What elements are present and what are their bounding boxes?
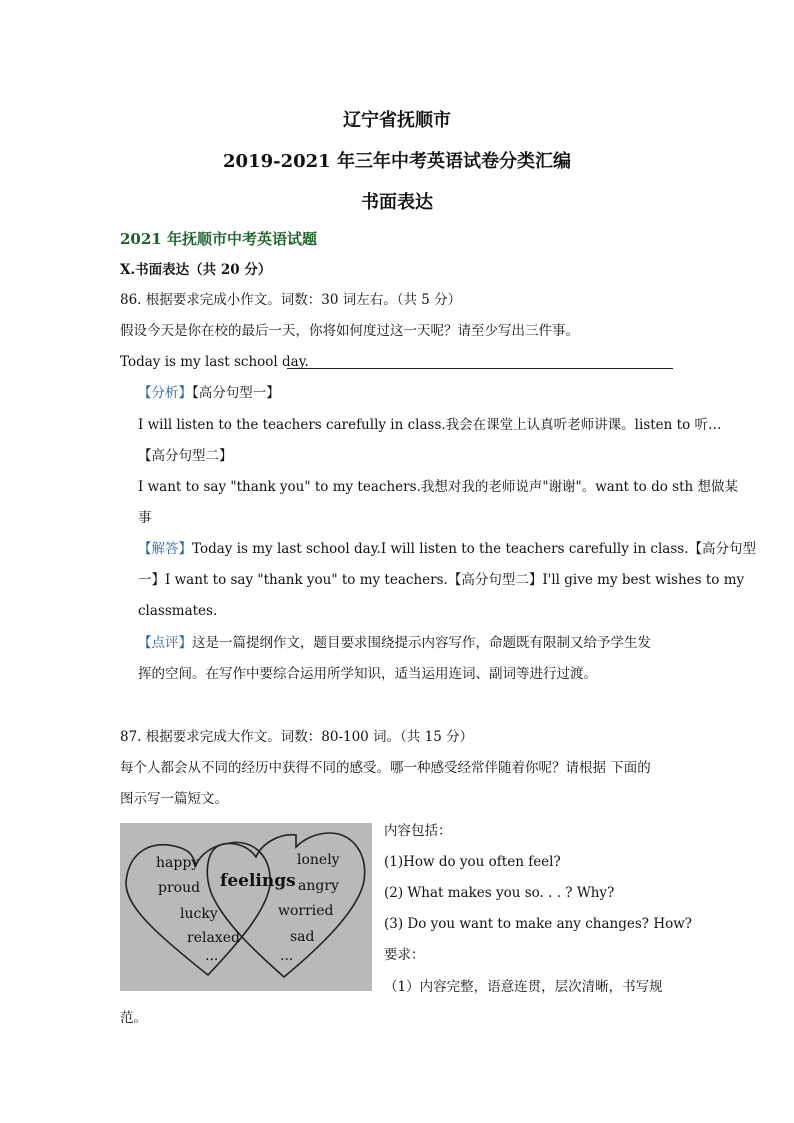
q86-comment xyxy=(138,633,651,653)
requirement-1: （1）内容完整，语意连贯，层次清晰，书写规 xyxy=(384,979,663,995)
q86-analysis xyxy=(138,383,280,403)
doc-title-region: 辽宁省抚顺市 xyxy=(343,110,451,131)
content-point-1: (1)How do you often feel? xyxy=(384,854,561,870)
figure-center-word: feelings xyxy=(220,871,296,891)
part-title: X.书面表达（共 20 分） xyxy=(120,262,272,278)
content-point-2: (2) What makes you so. . . ? Why? xyxy=(384,885,615,901)
left-word-1: happy xyxy=(156,855,200,871)
doc-title-series: 2019-2021 年三年中考英语试卷分类汇编 xyxy=(223,151,571,172)
answer-blank-line xyxy=(287,368,673,369)
right-word-4: sad xyxy=(290,929,315,945)
comment-text: 这是一篇提纲作文，题目要求围绕提示内容写作，命题既有限制又给予学生发 xyxy=(192,635,651,651)
analysis-tag: 【分析】 xyxy=(138,385,192,401)
right-word-2: angry xyxy=(298,878,339,894)
left-word-2: proud xyxy=(158,880,201,896)
right-word-1: lonely xyxy=(297,852,340,868)
answer-text-end: classmates. xyxy=(138,603,218,619)
pattern2-tag: 【高分句型二】 xyxy=(138,448,233,464)
pattern1-text: I will listen to the teachers carefully in class.我会在课堂上认真听老师讲课。listen to 听… xyxy=(138,417,722,433)
q87-instruction: 每个人都会从不同的经历中获得不同的感受。哪一种感受经常伴随着你呢？请根据 下面的 xyxy=(120,760,651,776)
q86-starter: Today is my last school day. xyxy=(120,354,309,370)
right-word-3: worried xyxy=(278,903,334,919)
answer-tag: 【解答】 xyxy=(138,541,192,557)
answer-text: Today is my last school day.I will listen to the teachers carefully in class.【高分句型 xyxy=(192,541,757,557)
left-word-3: lucky xyxy=(180,906,218,922)
right-word-5: ... xyxy=(280,948,294,964)
answer-text-cont: 一】I want to say "thank you" to my teachers.【高分句型二】I'll give my best wishes to my xyxy=(138,572,745,588)
q87-prompt: 87. 根据要求完成大作文。词数：80-100 词。（共 15 分） xyxy=(120,729,474,745)
pattern2-text: I want to say "thank you" to my teachers.我想对我的老师说声"谢谢"。want to do sth 想做某 xyxy=(138,479,738,495)
two-hearts-figure xyxy=(120,823,372,991)
section-title: 2021 年抚顺市中考英语试题 xyxy=(120,230,317,248)
requirement-1-cont: 范。 xyxy=(120,1010,147,1026)
content-point-3: (3) Do you want to make any changes? How? xyxy=(384,916,693,932)
q87-instruction-cont: 图示写一篇短文。 xyxy=(120,791,228,807)
requirements-label: 要求： xyxy=(384,947,425,963)
doc-title-topic: 书面表达 xyxy=(361,192,433,213)
content-label: 内容包括： xyxy=(384,823,452,839)
q86-prompt: 86. 根据要求完成小作文。词数：30 词左右。（共 5 分） xyxy=(120,292,462,308)
left-word-4: relaxed xyxy=(187,930,240,946)
comment-tag: 【点评】 xyxy=(138,635,192,651)
pattern2-text-cont: 事 xyxy=(138,510,152,526)
q86-instruction: 假设今天是你在校的最后一天，你将如何度过这一天呢？请至少写出三件事。 xyxy=(120,323,579,339)
pattern1-tag: 【高分句型一】 xyxy=(192,385,280,401)
comment-text-cont: 挥的空间。在写作中要综合运用所学知识，适当运用连词、副词等进行过渡。 xyxy=(138,666,597,682)
feelings-diagram xyxy=(120,823,372,991)
left-word-5: ... xyxy=(205,948,219,964)
q86-answer xyxy=(138,539,756,559)
